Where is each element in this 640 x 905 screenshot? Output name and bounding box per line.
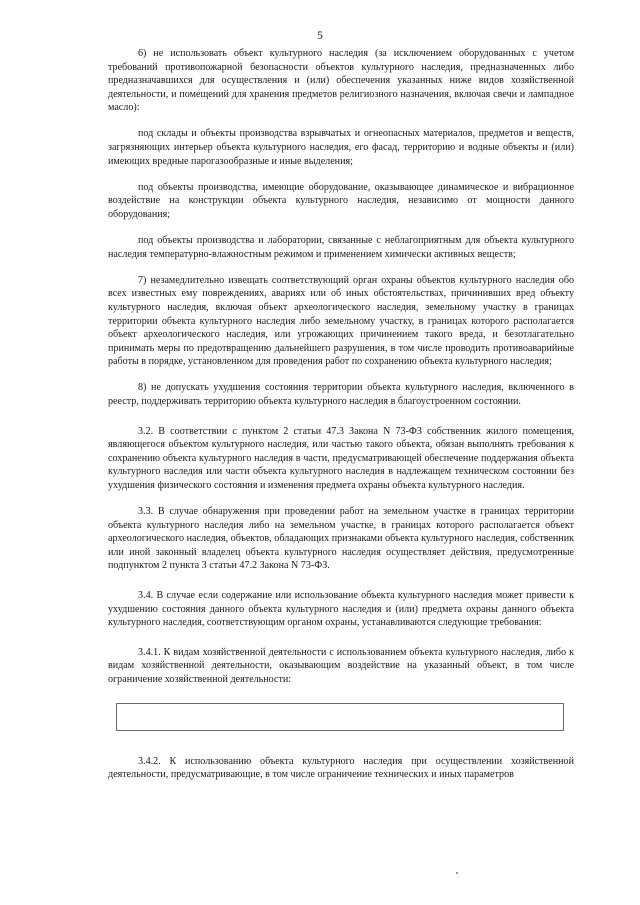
scan-speck bbox=[456, 872, 458, 874]
paragraph-3-4: 3.4. В случае если содержание или использование объекта культурного наследия может привести к ухудшению состояния данного объекта культурного наследия и (или) предмета охраны данного объекта культурного наследия, соответствующим органом охраны, устанавливаются следующие требования: bbox=[108, 590, 574, 629]
page-number: 5 bbox=[317, 30, 323, 42]
paragraph-item-7: 7) незамедлительно извещать соответствующий орган охраны объектов культурного наследия обо всех известных ему повреждениях, авариях или об иных обстоятельствах, причинивших вред объекту культурного наследия, включая объект археологического наследия, земельному участку в границах территории объекта культурного наследия либо земельному участку, в границах которого располагается объект археологического наследия, или угрожающих причинением такого вреда, и безотлагательно принимать меры по предотвращению дальнейшего разрушения, в том числе проводить противоаварийные работы в порядке, установленном для проведения работ по сохранению объекта культурного наследия; bbox=[108, 274, 574, 368]
paragraph-laboratories: под объекты производства и лаборатории, связанные с неблагоприятным для объекта культурного наследия температурно-влажностным режимом и применением химически активных веществ; bbox=[108, 235, 574, 260]
paragraph-3-4-1: 3.4.1. К видам хозяйственной деятельности с использованием объекта культурного наследия, либо к видам хозяйственной деятельности, оказывающим воздействие на указанный объект, в том числе ограничение хозяйственной деятельности: bbox=[108, 646, 574, 685]
paragraph-3-3: 3.3. В случае обнаружения при проведении работ на земельном участке в границах территории объекта культурного наследия либо на земельном участке, в границах которого располагается объект археологического наследия, объектов, обладающих признаками объекта культурного наследия, собственник или иной законный владелец объекта культурного наследия осуществляет действия, предусмотренные подпунктом 2 пункта 3 статьи 47.2 Закона N 73-ФЗ. bbox=[108, 506, 574, 572]
paragraph-production-vibration: под объекты производства, имеющие оборудование, оказывающее динамическое и вибрационное воздействие на конструкции объекта культурного наследия, независимо от мощности данного оборудования; bbox=[108, 181, 574, 220]
paragraph-warehouses: под склады и объекты производства взрывчатых и огнеопасных материалов, предметов и веществ, загрязняющих интерьер объекта культурного наследия, его фасад, территорию и водные объекты и (или) имеющих вредные парогазообразные и иные выделения; bbox=[108, 128, 574, 167]
paragraph-3-2: 3.2. В соответствии с пунктом 2 статьи 47.3 Закона N 73-ФЗ собственник жилого помещения, являющегося объектом культурного наследия, или частью такого объекта, обязан выполнять требования к сохранению объекта культурного наследия в части, предусматривающей обеспечение поддержания объекта культурного наследия или части объекта культурного наследия в надлежащем техническом состоянии без ухудшения физического состояния и изменения предмета охраны объекта культурного наследия. bbox=[108, 425, 574, 491]
document-body bbox=[108, 47, 574, 782]
blank-entry-box bbox=[116, 703, 564, 731]
paragraph-3-4-2: 3.4.2. К использованию объекта культурного наследия при осуществлении хозяйственной деятельности, предусматривающие, в том числе ограничение технических и иных параметров bbox=[108, 755, 574, 781]
paragraph-item-8: 8) не допускать ухудшения состояния территории объекта культурного наследия, включенного в реестр, поддерживать территорию объекта культурного наследия в благоустроенном состоянии. bbox=[108, 382, 574, 407]
paragraph-item-6: 6) не использовать объект культурного наследия (за исключением оборудованных с учетом требований противопожарной безопасности объектов культурного наследия, предназначенных либо предназначавшихся для осуществления и (или) обеспечения указанных ниже видов хозяйственной деятельности, и помещений для хранения предметов религиозного назначения, включая свечи и лампадное масло): bbox=[108, 48, 574, 114]
